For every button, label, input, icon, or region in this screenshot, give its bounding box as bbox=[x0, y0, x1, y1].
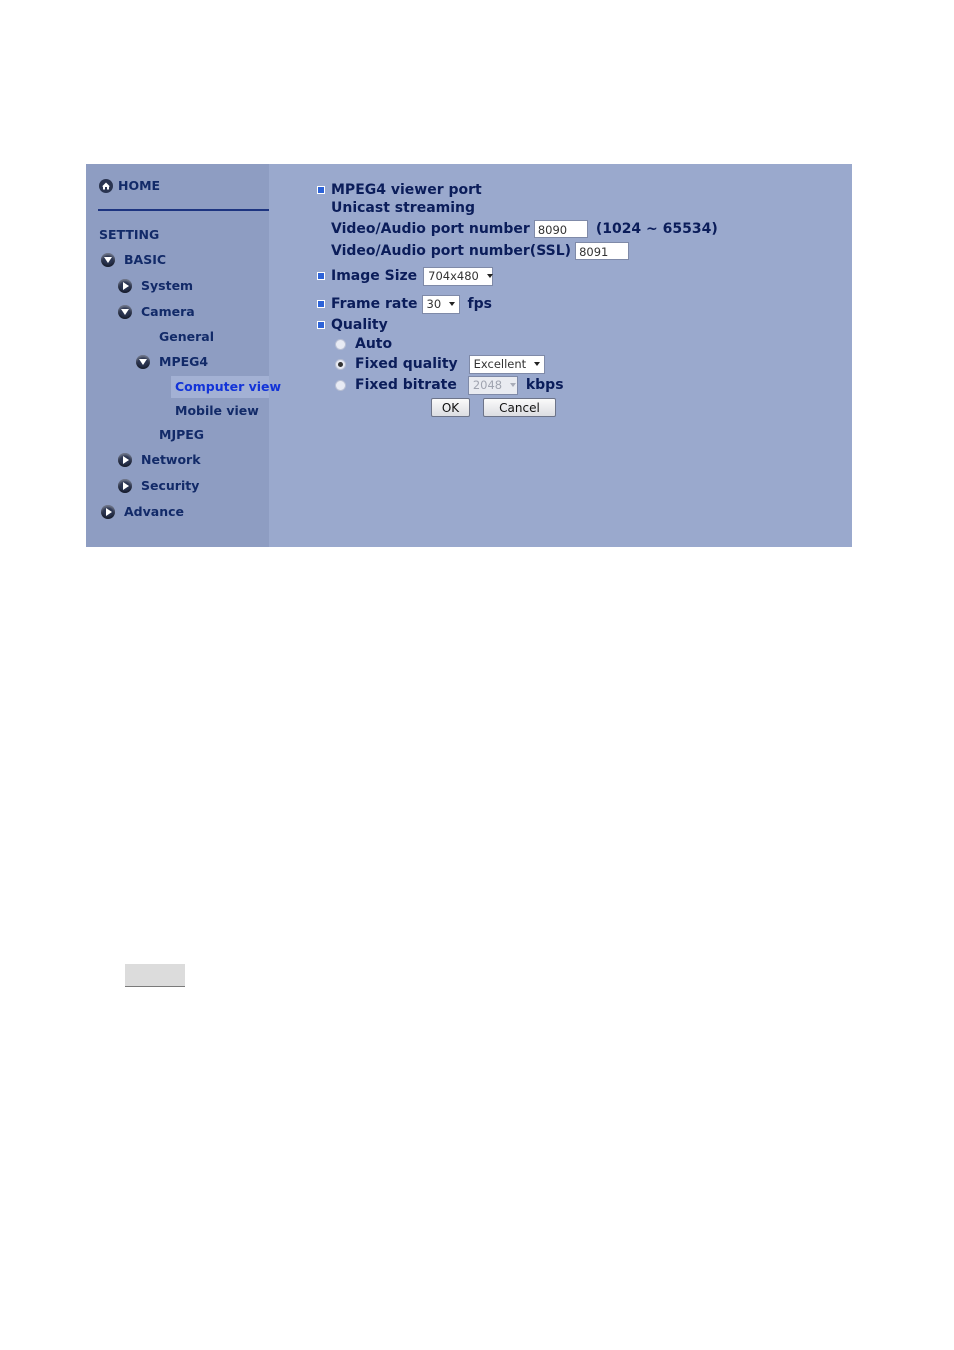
chevron-right-icon bbox=[118, 479, 132, 493]
sidebar-item-mobile-view[interactable] bbox=[175, 403, 259, 419]
auto-radio[interactable] bbox=[335, 339, 346, 350]
select-value: Excellent bbox=[473, 357, 527, 371]
sidebar-item-label: Security bbox=[141, 478, 200, 493]
sidebar-heading-setting bbox=[99, 227, 159, 243]
sidebar-item-network[interactable] bbox=[118, 452, 201, 468]
sidebar-item-label: Advance bbox=[124, 504, 184, 519]
chevron-down-icon bbox=[510, 383, 516, 387]
bullet-icon bbox=[317, 321, 325, 329]
sidebar-item-label: Mobile view bbox=[175, 403, 259, 418]
frame-rate-select[interactable] bbox=[422, 295, 460, 314]
fixed-quality-radio[interactable] bbox=[335, 359, 346, 370]
settings-panel bbox=[86, 164, 852, 547]
fixed-quality-select[interactable] bbox=[469, 355, 545, 374]
sidebar-item-camera[interactable] bbox=[118, 304, 195, 320]
unicast-label: Unicast streaming bbox=[331, 200, 476, 216]
chevron-right-icon bbox=[101, 505, 115, 519]
chevron-down-icon bbox=[487, 274, 493, 278]
ssl-port-label: Video/Audio port number(SSL) bbox=[331, 243, 572, 259]
quality-label: Quality bbox=[331, 317, 388, 333]
image-size-select[interactable] bbox=[423, 267, 493, 286]
ssl-port-input[interactable]: 8091 bbox=[575, 242, 629, 260]
quality-section bbox=[317, 315, 388, 335]
sidebar-item-mjpeg[interactable] bbox=[159, 427, 204, 443]
sidebar-item-label: MJPEG bbox=[159, 427, 205, 442]
select-value: 30 bbox=[426, 297, 442, 311]
section-title: MPEG4 viewer port bbox=[331, 182, 482, 198]
image-size-row bbox=[317, 266, 493, 286]
auto-label: Auto bbox=[355, 336, 393, 352]
chevron-down-icon bbox=[534, 362, 540, 366]
fps-unit: fps bbox=[467, 296, 492, 312]
sidebar-heading-label: SETTING bbox=[99, 227, 160, 242]
select-value: 2048 bbox=[472, 378, 503, 392]
sidebar-divider bbox=[98, 209, 269, 211]
quality-fixed-quality-option[interactable] bbox=[335, 354, 545, 374]
quality-auto-option[interactable] bbox=[335, 334, 392, 354]
kbps-unit: kbps bbox=[525, 377, 564, 393]
port-number-input[interactable]: 8090 bbox=[534, 220, 588, 238]
sidebar-item-security[interactable] bbox=[118, 478, 199, 494]
cancel-button[interactable]: Cancel bbox=[483, 398, 556, 417]
select-value: 704x480 bbox=[428, 269, 479, 283]
sidebar-item-mpeg4[interactable] bbox=[136, 354, 208, 370]
frame-rate-row bbox=[317, 294, 492, 314]
chevron-down-icon bbox=[136, 355, 150, 369]
sidebar-item-label: Camera bbox=[141, 304, 195, 319]
chevron-down-icon bbox=[449, 302, 455, 306]
frame-rate-label: Frame rate bbox=[331, 296, 418, 312]
viewer-port-section bbox=[317, 180, 482, 200]
sidebar-item-general[interactable] bbox=[159, 329, 214, 345]
sidebar-item-label: BASIC bbox=[124, 252, 167, 267]
fixed-bitrate-label: Fixed bitrate bbox=[355, 377, 457, 393]
sidebar-item-label: Network bbox=[141, 452, 201, 467]
fixed-bitrate-radio[interactable] bbox=[335, 380, 346, 391]
bullet-icon bbox=[317, 300, 325, 308]
ok-button[interactable]: OK bbox=[431, 398, 470, 417]
sidebar-item-label: System bbox=[141, 278, 194, 293]
chevron-down-icon bbox=[101, 253, 115, 267]
sidebar-item-label: HOME bbox=[118, 178, 161, 193]
port-range-hint: (1024 ~ 65534) bbox=[595, 221, 718, 237]
port-number-row bbox=[331, 219, 718, 239]
unicast-streaming-label bbox=[331, 198, 475, 218]
sidebar-item-label: Computer view bbox=[175, 379, 282, 394]
image-size-label: Image Size bbox=[331, 268, 418, 284]
sidebar-item-label: MPEG4 bbox=[159, 354, 209, 369]
sidebar bbox=[86, 164, 282, 547]
bullet-icon bbox=[317, 186, 325, 194]
chevron-right-icon bbox=[118, 279, 132, 293]
sidebar-item-advance[interactable] bbox=[101, 504, 184, 520]
sidebar-item-system[interactable] bbox=[118, 278, 193, 294]
ssl-port-row bbox=[331, 241, 629, 261]
fixed-quality-label: Fixed quality bbox=[355, 356, 458, 372]
home-icon bbox=[99, 179, 113, 193]
sidebar-item-basic[interactable] bbox=[101, 252, 166, 268]
bullet-icon bbox=[317, 272, 325, 280]
chevron-down-icon bbox=[118, 305, 132, 319]
port-label: Video/Audio port number bbox=[331, 221, 530, 237]
sidebar-item-computer-view[interactable] bbox=[175, 379, 282, 395]
page-marker-bar bbox=[125, 964, 185, 987]
chevron-right-icon bbox=[118, 453, 132, 467]
sidebar-item-home[interactable] bbox=[99, 178, 160, 194]
fixed-bitrate-select[interactable] bbox=[468, 376, 518, 395]
quality-fixed-bitrate-option[interactable] bbox=[335, 375, 564, 395]
sidebar-item-label: General bbox=[159, 329, 214, 344]
